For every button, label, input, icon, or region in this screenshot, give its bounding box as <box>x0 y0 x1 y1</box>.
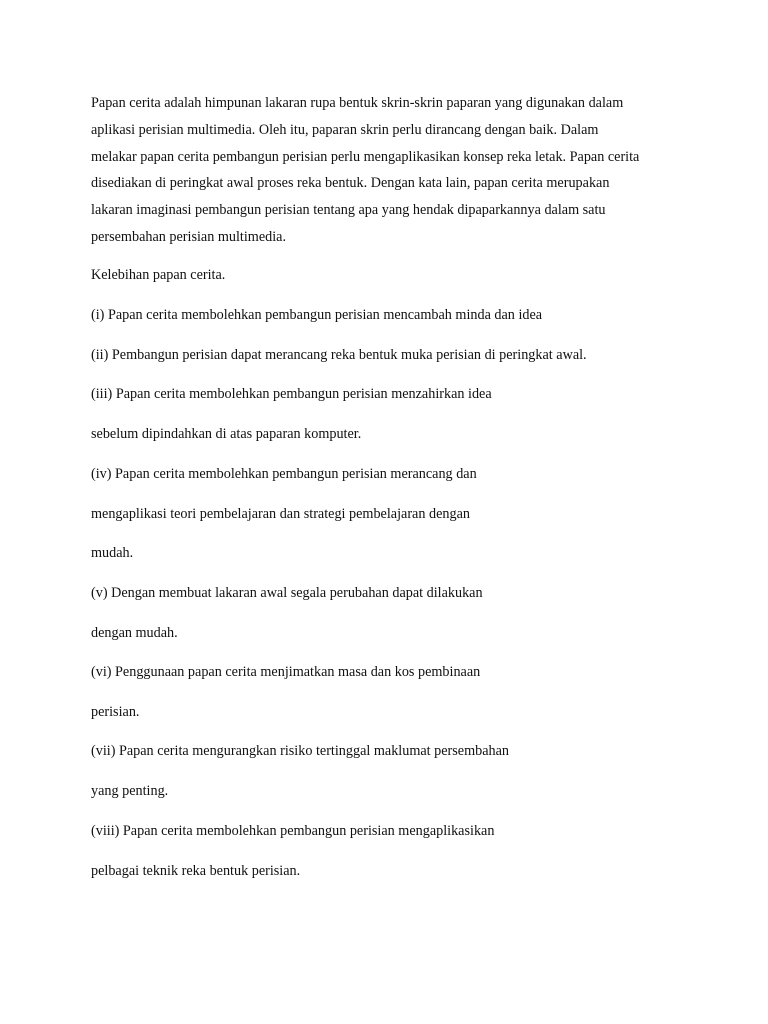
intro-line: aplikasi perisian multimedia. Oleh itu, paparan skrin perlu dirancang dengan baik. Dalam <box>91 121 599 138</box>
advantage-line: mudah. <box>91 545 134 561</box>
advantage-line: pelbagai teknik reka bentuk perisian. <box>91 863 301 879</box>
intro-line: persembahan perisian multimedia. <box>91 228 287 245</box>
advantage-line: sebelum dipindahkan di atas paparan komputer. <box>91 426 362 442</box>
intro-paragraph <box>91 90 691 251</box>
intro-line: melakar papan cerita pembangun perisian perlu mengaplikasikan konsep reka letak. Papan cerita <box>91 148 640 165</box>
advantage-line: (iii) Papan cerita membolehkan pembangun perisian menzahirkan idea <box>91 386 492 402</box>
advantage-line: (ii) Pembangun perisian dapat merancang reka bentuk muka perisian di peringkat awal. <box>91 347 587 363</box>
advantage-line: (vii) Papan cerita mengurangkan risiko tertinggal maklumat persembahan <box>91 743 509 759</box>
advantage-line: (vi) Penggunaan papan cerita menjimatkan masa dan kos pembinaan <box>91 664 481 680</box>
advantage-line: perisian. <box>91 704 140 720</box>
advantage-line: (v) Dengan membuat lakaran awal segala perubahan dapat dilakukan <box>91 585 483 601</box>
advantage-line: (iv) Papan cerita membolehkan pembangun perisian merancang dan <box>91 466 477 482</box>
intro-line: lakaran imaginasi pembangun perisian tentang apa yang hendak dipaparkannya dalam satu <box>91 202 606 219</box>
section-heading: Kelebihan papan cerita. <box>91 267 226 283</box>
advantage-line: (i) Papan cerita membolehkan pembangun perisian mencambah minda dan idea <box>91 307 543 323</box>
advantage-line: (viii) Papan cerita membolehkan pembangun perisian mengaplikasikan <box>91 823 495 839</box>
advantage-line: mengaplikasi teori pembelajaran dan strategi pembelajaran dengan <box>91 506 470 522</box>
intro-line: disediakan di peringkat awal proses reka bentuk. Dengan kata lain, papan cerita merupakan <box>91 175 610 192</box>
advantage-line: yang penting. <box>91 783 169 799</box>
advantage-line: dengan mudah. <box>91 625 178 641</box>
intro-line: Papan cerita adalah himpunan lakaran rupa bentuk skrin-skrin paparan yang digunakan dalam <box>91 95 624 111</box>
